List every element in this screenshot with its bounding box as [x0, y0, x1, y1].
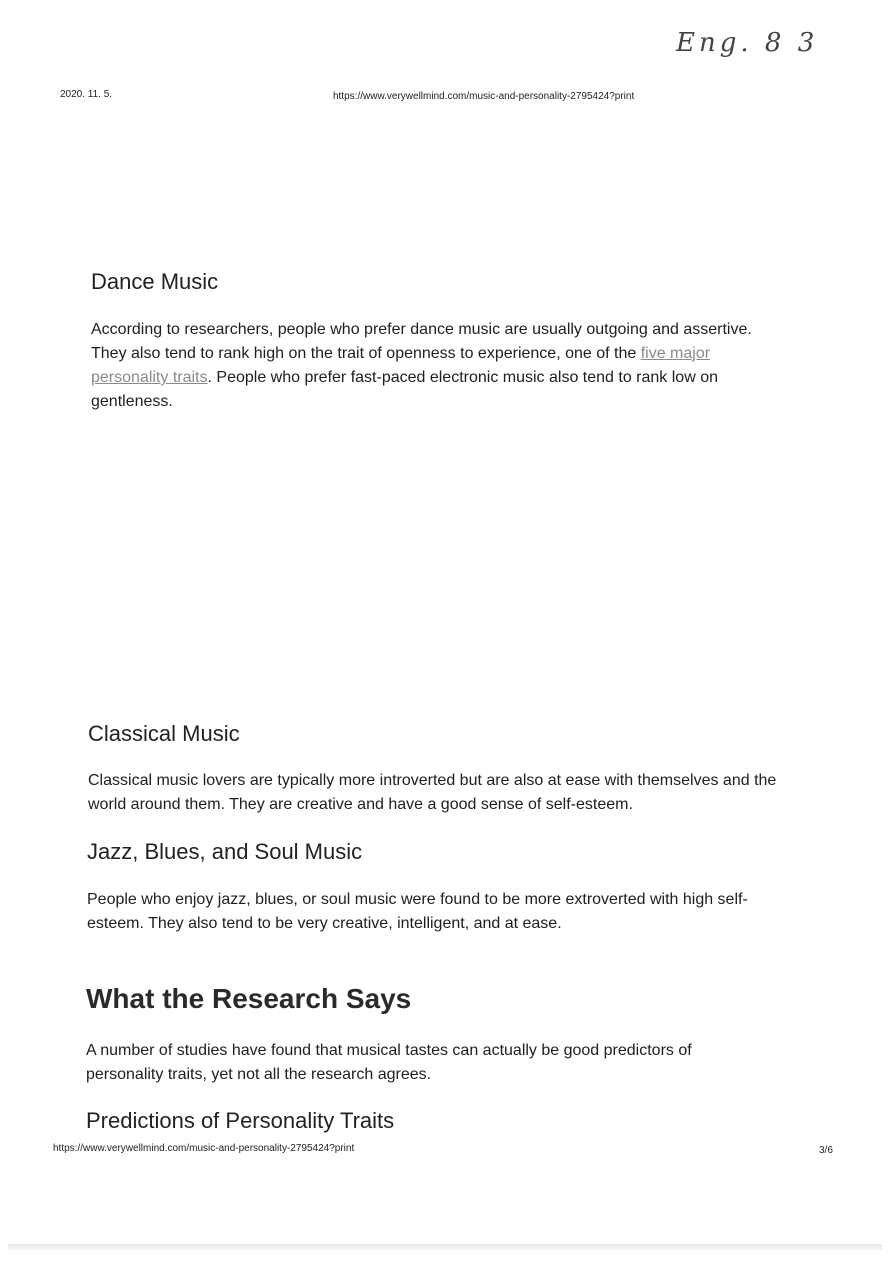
dance-music-text-end: . People who prefer fast-paced electronic music also tend to rank low on gentleness. — [91, 369, 718, 410]
scan-edge-shadow — [8, 1244, 882, 1250]
five-major-personality-traits-link[interactable]: five major personality traits — [91, 345, 711, 386]
classical-music-paragraph: Classical music lovers are typically more introverted but are also at ease with themselves and the world around them. They are creative and have a good sense of self-esteem. — [88, 772, 777, 813]
dance-music-text-start: According to researchers, people who prefer dance music are usually outgoing and assertive. They also tend to rank high on the trait of openness to experience, one of the — [91, 321, 752, 362]
dance-music-heading: Dance Music — [91, 269, 219, 294]
predictions-heading: Predictions of Personality Traits — [86, 1108, 395, 1133]
classical-music-heading: Classical Music — [88, 721, 240, 746]
handwritten-note: Eng. 8 3 — [676, 28, 819, 58]
print-header-url: https://www.verywellmind.com/music-and-personality-2795424?print — [333, 91, 635, 102]
research-paragraph: A number of studies have found that musical tastes can actually be good predictors of personality traits, yet not all the research agrees. — [86, 1042, 692, 1083]
print-date: 2020. 11. 5. — [60, 89, 113, 100]
print-footer-url: https://www.verywellmind.com/music-and-personality-2795424?print — [53, 1143, 355, 1154]
dance-music-paragraph — [91, 318, 791, 414]
jazz-blues-soul-paragraph: People who enjoy jazz, blues, or soul music were found to be more extroverted with high self-esteem. They also tend to be very creative, intelligent, and at ease. — [87, 891, 748, 932]
page-number: 3/6 — [819, 1145, 833, 1156]
research-heading: What the Research Says — [86, 983, 412, 1014]
jazz-blues-soul-heading: Jazz, Blues, and Soul Music — [87, 839, 363, 864]
